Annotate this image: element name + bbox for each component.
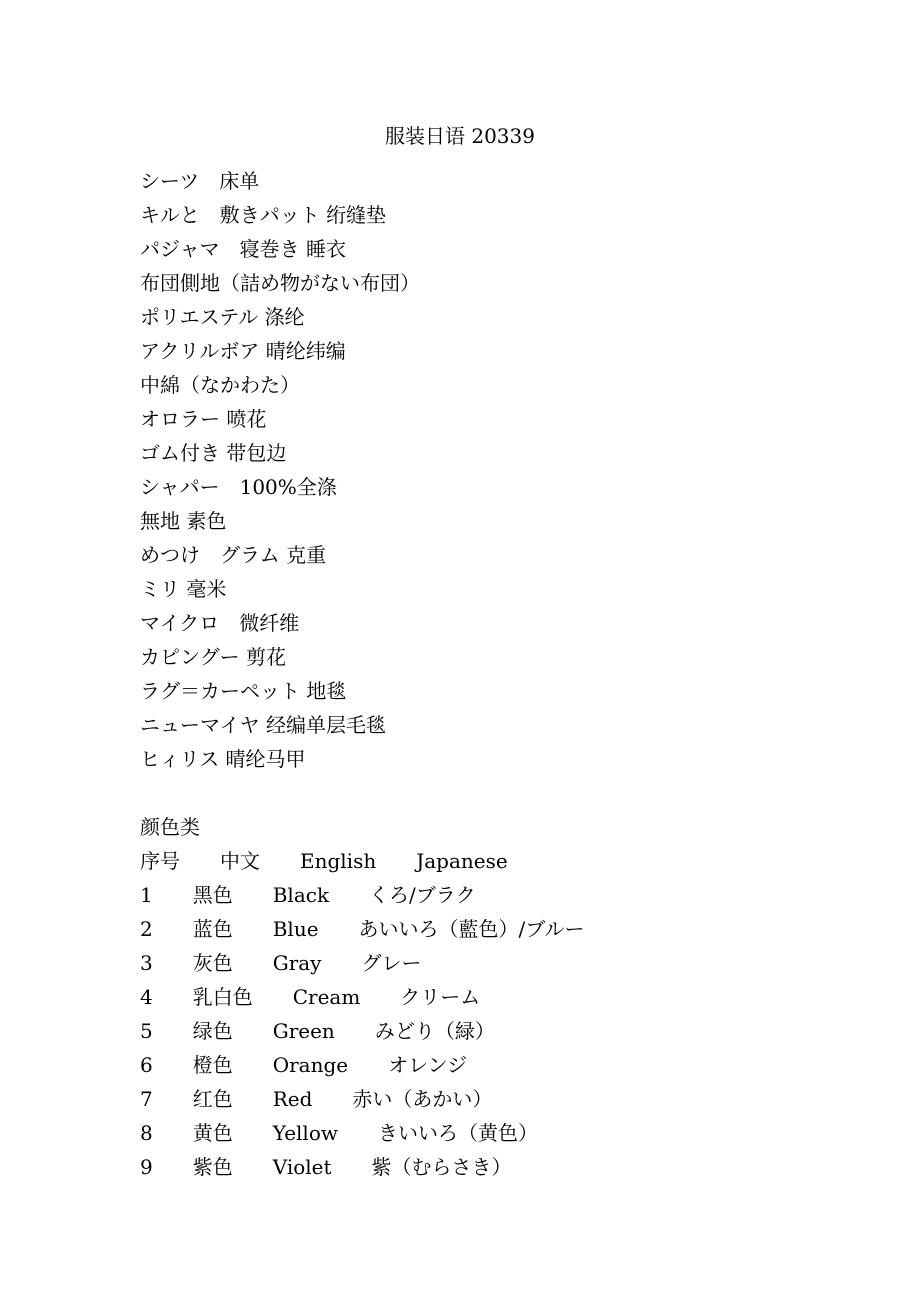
color-row: 5 绿色 Green みどり（緑）: [140, 1019, 495, 1043]
color-row: 1 黑色 Black くろ/ブラク: [140, 883, 476, 907]
vocab-line: カピングー 剪花: [140, 645, 286, 669]
paragraph-gap: [140, 776, 860, 810]
color-table-header: 序号 中文 English Japanese: [140, 849, 508, 873]
color-section: [140, 810, 860, 1184]
color-section-heading: 颜色类: [140, 815, 200, 839]
vocab-line: ラグ＝カーペット 地毯: [140, 679, 347, 703]
vocab-list: [140, 164, 860, 776]
vocab-line: オロラー 喷花: [140, 407, 267, 431]
vocab-line: ゴム付き 带包边: [140, 441, 287, 465]
document-body: [140, 164, 860, 1184]
color-row: 6 橙色 Orange オレンジ: [140, 1053, 468, 1077]
vocab-line: マイクロ 微纤维: [140, 611, 300, 635]
color-row: 3 灰色 Gray グレー: [140, 951, 422, 975]
color-row: 8 黄色 Yellow きいいろ（黄色）: [140, 1121, 538, 1145]
vocab-line: シャパー 100%全涤: [140, 475, 337, 499]
vocab-line: 中綿（なかわた）: [140, 373, 300, 397]
color-row: 9 紫色 Violet 紫（むらさき）: [140, 1155, 512, 1179]
vocab-line: 布団側地（詰め物がない布団）: [140, 271, 420, 295]
vocab-line: キルと 敷きパット 绗缝垫: [140, 203, 387, 227]
vocab-line: シーツ 床单: [140, 169, 260, 193]
vocab-line: ヒィリス 晴纶马甲: [140, 747, 306, 771]
vocab-line: パジャマ 寝巻き 睡衣: [140, 237, 346, 261]
vocab-line: めつけ グラム 克重: [140, 543, 327, 567]
vocab-line: ニューマイヤ 经编单层毛毯: [140, 713, 386, 737]
color-row: 2 蓝色 Blue あいいろ（藍色）/ブルー: [140, 917, 585, 941]
vocab-line: アクリルボア 晴纶纬编: [140, 339, 346, 363]
vocab-line: ミリ 毫米: [140, 577, 227, 601]
color-row: 7 红色 Red 赤い（あかい）: [140, 1087, 493, 1111]
vocab-line: ポリエステル 涤纶: [140, 305, 305, 329]
document-title: 服装日语 20339: [385, 124, 535, 148]
color-row: 4 乳白色 Cream クリーム: [140, 985, 481, 1009]
vocab-line: 無地 素色: [140, 509, 227, 533]
